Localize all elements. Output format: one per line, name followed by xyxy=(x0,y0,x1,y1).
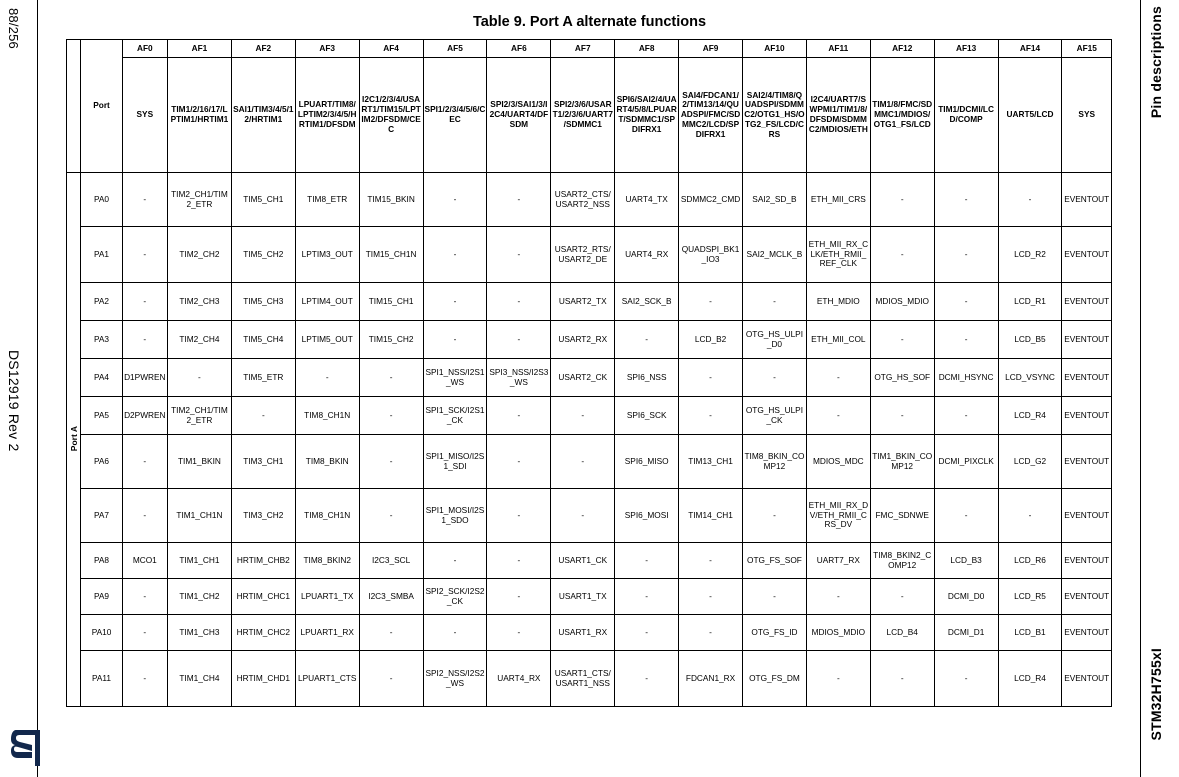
af-cell-pa11-af6: UART4_RX xyxy=(487,651,551,707)
af-cell-pa6-af10: TIM8_BKIN_COMP12 xyxy=(743,435,807,489)
af-cell-pa7-af5: SPI1_MOSI/I2S1_SDO xyxy=(423,489,487,543)
af-header-af9: AF9 xyxy=(679,40,743,58)
af-cell-pa9-af5: SPI2_SCK/I2S2_CK xyxy=(423,579,487,615)
af-cell-pa0-af1: TIM2_CH1/TIM2_ETR xyxy=(167,173,231,227)
port-spacer-cell xyxy=(67,40,81,173)
af-cell-pa9-af0: - xyxy=(122,579,167,615)
af-cell-pa0-af6: - xyxy=(487,173,551,227)
af-header-af5: AF5 xyxy=(423,40,487,58)
af-cell-pa6-af5: SPI1_MISO/I2S1_SDI xyxy=(423,435,487,489)
af-cell-pa8-af9: - xyxy=(679,543,743,579)
af-cell-pa1-af2: TIM5_CH2 xyxy=(231,227,295,283)
af-cell-pa0-af4: TIM15_BKIN xyxy=(359,173,423,227)
af-cell-pa3-af4: TIM15_CH2 xyxy=(359,321,423,359)
af-cell-pa4-af4: - xyxy=(359,359,423,397)
af-cell-pa1-af4: TIM15_CH1N xyxy=(359,227,423,283)
af-modules-af9: SAI4/FDCAN1/2/TIM13/14/QUADSPI/FMC/SDMMC2/LCD/SPDIFRX1 xyxy=(679,58,743,173)
table-row xyxy=(67,435,1112,489)
af-cell-pa6-af2: TIM3_CH1 xyxy=(231,435,295,489)
af-modules-af5: SPI1/2/3/4/5/6/CEC xyxy=(423,58,487,173)
af-cell-pa11-af13: - xyxy=(934,651,998,707)
af-cell-pa2-af15: EVENTOUT xyxy=(1062,283,1112,321)
af-cell-pa11-af3: LPUART1_CTS xyxy=(295,651,359,707)
af-modules-af3: LPUART/TIM8/LPTIM2/3/4/5/HRTIM1/DFSDM xyxy=(295,58,359,173)
af-cell-pa0-af0: - xyxy=(122,173,167,227)
table-row xyxy=(67,227,1112,283)
table-title: Table 9. Port A alternate functions xyxy=(472,14,707,30)
port-column-header: Port xyxy=(81,40,122,173)
af-cell-pa11-af14: LCD_R4 xyxy=(998,651,1062,707)
af-cell-pa6-af4: - xyxy=(359,435,423,489)
af-cell-pa9-af1: TIM1_CH2 xyxy=(167,579,231,615)
af-cell-pa7-af1: TIM1_CH1N xyxy=(167,489,231,543)
af-cell-pa7-af14: - xyxy=(998,489,1062,543)
af-cell-pa5-af9: - xyxy=(679,397,743,435)
af-cell-pa1-af6: - xyxy=(487,227,551,283)
af-cell-pa1-af1: TIM2_CH2 xyxy=(167,227,231,283)
af-cell-pa8-af4: I2C3_SCL xyxy=(359,543,423,579)
af-cell-pa2-af6: - xyxy=(487,283,551,321)
af-cell-pa2-af7: USART2_TX xyxy=(551,283,615,321)
af-cell-pa3-af9: LCD_B2 xyxy=(679,321,743,359)
pin-name-cell: PA11 xyxy=(81,651,122,707)
af-cell-pa7-af13: - xyxy=(934,489,998,543)
af-cell-pa3-af6: - xyxy=(487,321,551,359)
af-cell-pa11-af10: OTG_FS_DM xyxy=(743,651,807,707)
pin-name-cell: PA2 xyxy=(81,283,122,321)
af-cell-pa8-af3: TIM8_BKIN2 xyxy=(295,543,359,579)
af-modules-af0: SYS xyxy=(122,58,167,173)
af-cell-pa8-af14: LCD_R6 xyxy=(998,543,1062,579)
af-cell-pa8-af15: EVENTOUT xyxy=(1062,543,1112,579)
af-cell-pa0-af9: SDMMC2_CMD xyxy=(679,173,743,227)
af-cell-pa2-af14: LCD_R1 xyxy=(998,283,1062,321)
af-cell-pa2-af1: TIM2_CH3 xyxy=(167,283,231,321)
af-header-af11: AF11 xyxy=(806,40,870,58)
af-cell-pa4-af15: EVENTOUT xyxy=(1062,359,1112,397)
af-header-af15: AF15 xyxy=(1062,40,1112,58)
af-cell-pa0-af14: - xyxy=(998,173,1062,227)
af-cell-pa9-af6: - xyxy=(487,579,551,615)
af-cell-pa6-af6: - xyxy=(487,435,551,489)
af-cell-pa2-af12: MDIOS_MDIO xyxy=(870,283,934,321)
pin-name-cell: PA3 xyxy=(81,321,122,359)
af-cell-pa4-af10: - xyxy=(743,359,807,397)
af-cell-pa10-af5: - xyxy=(423,615,487,651)
af-cell-pa5-af3: TIM8_CH1N xyxy=(295,397,359,435)
af-header-af1: AF1 xyxy=(167,40,231,58)
af-cell-pa3-af11: ETH_MII_COL xyxy=(806,321,870,359)
pin-name-cell: PA6 xyxy=(81,435,122,489)
af-cell-pa9-af3: LPUART1_TX xyxy=(295,579,359,615)
af-cell-pa0-af13: - xyxy=(934,173,998,227)
af-cell-pa10-af0: - xyxy=(122,615,167,651)
af-cell-pa1-af8: UART4_RX xyxy=(615,227,679,283)
table-row xyxy=(67,321,1112,359)
af-cell-pa8-af10: OTG_FS_SOF xyxy=(743,543,807,579)
af-cell-pa7-af2: TIM3_CH2 xyxy=(231,489,295,543)
af-cell-pa3-af10: OTG_HS_ULPI_D0 xyxy=(743,321,807,359)
af-cell-pa6-af11: MDIOS_MDC xyxy=(806,435,870,489)
af-cell-pa1-af5: - xyxy=(423,227,487,283)
page-left-rule xyxy=(37,0,38,777)
af-cell-pa11-af9: FDCAN1_RX xyxy=(679,651,743,707)
af-cell-pa4-af6: SPI3_NSS/I2S3_WS xyxy=(487,359,551,397)
af-cell-pa8-af12: TIM8_BKIN2_COMP12 xyxy=(870,543,934,579)
af-cell-pa7-af15: EVENTOUT xyxy=(1062,489,1112,543)
port-group-label-text: Port A xyxy=(68,425,79,451)
af-cell-pa10-af13: DCMI_D1 xyxy=(934,615,998,651)
af-cell-pa6-af1: TIM1_BKIN xyxy=(167,435,231,489)
af-cell-pa1-af9: QUADSPI_BK1_IO3 xyxy=(679,227,743,283)
af-cell-pa2-af2: TIM5_CH3 xyxy=(231,283,295,321)
af-modules-af15: SYS xyxy=(1062,58,1112,173)
af-cell-pa6-af15: EVENTOUT xyxy=(1062,435,1112,489)
af-cell-pa0-af3: TIM8_ETR xyxy=(295,173,359,227)
af-cell-pa3-af5: - xyxy=(423,321,487,359)
af-cell-pa5-af8: SPI6_SCK xyxy=(615,397,679,435)
af-cell-pa8-af13: LCD_B3 xyxy=(934,543,998,579)
af-cell-pa5-af7: - xyxy=(551,397,615,435)
af-modules-af13: TIM1/DCMI/LCD/COMP xyxy=(934,58,998,173)
table-row xyxy=(67,359,1112,397)
af-cell-pa1-af12: - xyxy=(870,227,934,283)
pin-name-cell: PA0 xyxy=(81,173,122,227)
af-modules-af11: I2C4/UART7/SWPMI1/TIM1/8/DFSDM/SDMMC2/MDIOS/ETH xyxy=(806,58,870,173)
af-cell-pa1-af10: SAI2_MCLK_B xyxy=(743,227,807,283)
af-header-af0: AF0 xyxy=(122,40,167,58)
af-cell-pa2-af9: - xyxy=(679,283,743,321)
af-cell-pa8-af8: - xyxy=(615,543,679,579)
af-modules-af6: SPI2/3/SAI1/3/I2C4/UART4/DFSDM xyxy=(487,58,551,173)
af-cell-pa9-af10: - xyxy=(743,579,807,615)
af-cell-pa10-af7: USART1_RX xyxy=(551,615,615,651)
af-cell-pa5-af14: LCD_R4 xyxy=(998,397,1062,435)
af-cell-pa5-af5: SPI1_SCK/I2S1_CK xyxy=(423,397,487,435)
af-cell-pa3-af8: - xyxy=(615,321,679,359)
af-cell-pa4-af11: - xyxy=(806,359,870,397)
af-header-af7: AF7 xyxy=(551,40,615,58)
af-cell-pa7-af11: ETH_MII_RX_DV/ETH_RMII_CRS_DV xyxy=(806,489,870,543)
af-cell-pa8-af5: - xyxy=(423,543,487,579)
af-cell-pa4-af7: USART2_CK xyxy=(551,359,615,397)
af-cell-pa7-af6: - xyxy=(487,489,551,543)
af-cell-pa1-af14: LCD_R2 xyxy=(998,227,1062,283)
af-cell-pa9-af13: DCMI_D0 xyxy=(934,579,998,615)
af-header-af3: AF3 xyxy=(295,40,359,58)
af-cell-pa6-af8: SPI6_MISO xyxy=(615,435,679,489)
af-modules-af14: UART5/LCD xyxy=(998,58,1062,173)
af-header-af6: AF6 xyxy=(487,40,551,58)
af-cell-pa3-af0: - xyxy=(122,321,167,359)
af-cell-pa4-af14: LCD_VSYNC xyxy=(998,359,1062,397)
af-cell-pa10-af12: LCD_B4 xyxy=(870,615,934,651)
af-cell-pa5-af10: OTG_HS_ULPI_CK xyxy=(743,397,807,435)
af-cell-pa3-af1: TIM2_CH4 xyxy=(167,321,231,359)
af-modules-af4: I2C1/2/3/4/USART1/TIM15/LPTIM2/DFSDM/CEC xyxy=(359,58,423,173)
af-cell-pa4-af8: SPI6_NSS xyxy=(615,359,679,397)
af-header-af4: AF4 xyxy=(359,40,423,58)
af-cell-pa1-af3: LPTIM3_OUT xyxy=(295,227,359,283)
af-cell-pa0-af2: TIM5_CH1 xyxy=(231,173,295,227)
af-cell-pa4-af3: - xyxy=(295,359,359,397)
af-header-af12: AF12 xyxy=(870,40,934,58)
af-cell-pa8-af1: TIM1_CH1 xyxy=(167,543,231,579)
af-cell-pa11-af2: HRTIM_CHD1 xyxy=(231,651,295,707)
af-cell-pa5-af11: - xyxy=(806,397,870,435)
af-cell-pa11-af4: - xyxy=(359,651,423,707)
af-cell-pa10-af10: OTG_FS_ID xyxy=(743,615,807,651)
af-cell-pa4-af13: DCMI_HSYNC xyxy=(934,359,998,397)
af-cell-pa0-af8: UART4_TX xyxy=(615,173,679,227)
af-cell-pa7-af8: SPI6_MOSI xyxy=(615,489,679,543)
af-cell-pa2-af0: - xyxy=(122,283,167,321)
port-a-alternate-functions-table xyxy=(66,39,1112,707)
table-row xyxy=(67,283,1112,321)
af-cell-pa10-af15: EVENTOUT xyxy=(1062,615,1112,651)
af-cell-pa2-af4: TIM15_CH1 xyxy=(359,283,423,321)
table-row xyxy=(67,489,1112,543)
af-cell-pa10-af8: - xyxy=(615,615,679,651)
af-cell-pa0-af5: - xyxy=(423,173,487,227)
af-cell-pa2-af11: ETH_MDIO xyxy=(806,283,870,321)
af-cell-pa9-af14: LCD_R5 xyxy=(998,579,1062,615)
af-cell-pa2-af10: - xyxy=(743,283,807,321)
af-cell-pa11-af1: TIM1_CH4 xyxy=(167,651,231,707)
af-header-af8: AF8 xyxy=(615,40,679,58)
af-cell-pa4-af2: TIM5_ETR xyxy=(231,359,295,397)
af-number-header-row xyxy=(67,40,1112,58)
af-cell-pa7-af12: FMC_SDNWE xyxy=(870,489,934,543)
pin-name-cell: PA7 xyxy=(81,489,122,543)
af-cell-pa6-af13: DCMI_PIXCLK xyxy=(934,435,998,489)
af-cell-pa9-af15: EVENTOUT xyxy=(1062,579,1112,615)
af-cell-pa11-af7: USART1_CTS/USART1_NSS xyxy=(551,651,615,707)
table-row xyxy=(67,579,1112,615)
af-cell-pa11-af15: EVENTOUT xyxy=(1062,651,1112,707)
af-cell-pa10-af9: - xyxy=(679,615,743,651)
af-header-af10: AF10 xyxy=(743,40,807,58)
af-cell-pa6-af12: TIM1_BKIN_COMP12 xyxy=(870,435,934,489)
port-group-label xyxy=(67,173,81,707)
af-cell-pa2-af5: - xyxy=(423,283,487,321)
af-cell-pa3-af7: USART2_RX xyxy=(551,321,615,359)
af-cell-pa5-af1: TIM2_CH1/TIM2_ETR xyxy=(167,397,231,435)
page-right-rule xyxy=(1140,0,1141,777)
af-cell-pa3-af12: - xyxy=(870,321,934,359)
af-modules-af7: SPI2/3/6/USART1/2/3/6/UART7/SDMMC1 xyxy=(551,58,615,173)
af-cell-pa3-af14: LCD_B5 xyxy=(998,321,1062,359)
af-cell-pa10-af14: LCD_B1 xyxy=(998,615,1062,651)
af-cell-pa10-af1: TIM1_CH3 xyxy=(167,615,231,651)
af-cell-pa6-af9: TIM13_CH1 xyxy=(679,435,743,489)
af-cell-pa4-af1: - xyxy=(167,359,231,397)
table-row xyxy=(67,543,1112,579)
af-modules-af10: SAI2/4/TIM8/QUADSPI/SDMMC2/OTG1_HS/OTG2_FS/LCD/CRS xyxy=(743,58,807,173)
af-cell-pa11-af12: - xyxy=(870,651,934,707)
pin-name-cell: PA10 xyxy=(81,615,122,651)
af-cell-pa6-af3: TIM8_BKIN xyxy=(295,435,359,489)
pin-name-cell: PA9 xyxy=(81,579,122,615)
af-cell-pa7-af4: - xyxy=(359,489,423,543)
af-cell-pa8-af0: MCO1 xyxy=(122,543,167,579)
af-cell-pa5-af0: D2PWREN xyxy=(122,397,167,435)
af-cell-pa0-af7: USART2_CTS/USART2_NSS xyxy=(551,173,615,227)
af-cell-pa7-af0: - xyxy=(122,489,167,543)
af-cell-pa9-af8: - xyxy=(615,579,679,615)
table-header xyxy=(67,40,1112,173)
table-row xyxy=(67,651,1112,707)
af-module-header-row xyxy=(67,58,1112,173)
af-cell-pa6-af7: - xyxy=(551,435,615,489)
af-cell-pa3-af2: TIM5_CH4 xyxy=(231,321,295,359)
table-body xyxy=(67,173,1112,707)
af-cell-pa3-af3: LPTIM5_OUT xyxy=(295,321,359,359)
af-modules-af12: TIM1/8/FMC/SDMMC1/MDIOS/OTG1_FS/LCD xyxy=(870,58,934,173)
af-cell-pa4-af12: OTG_HS_SOF xyxy=(870,359,934,397)
pin-name-cell: PA5 xyxy=(81,397,122,435)
af-cell-pa0-af15: EVENTOUT xyxy=(1062,173,1112,227)
af-cell-pa5-af6: - xyxy=(487,397,551,435)
af-cell-pa8-af2: HRTIM_CHB2 xyxy=(231,543,295,579)
af-cell-pa3-af13: - xyxy=(934,321,998,359)
af-cell-pa8-af11: UART7_RX xyxy=(806,543,870,579)
af-cell-pa5-af12: - xyxy=(870,397,934,435)
af-header-af13: AF13 xyxy=(934,40,998,58)
table-row xyxy=(67,397,1112,435)
af-cell-pa5-af15: EVENTOUT xyxy=(1062,397,1112,435)
af-cell-pa1-af0: - xyxy=(122,227,167,283)
af-cell-pa1-af11: ETH_MII_RX_CLK/ETH_RMII_REF_CLK xyxy=(806,227,870,283)
af-cell-pa2-af13: - xyxy=(934,283,998,321)
af-modules-af2: SAI1/TIM3/4/5/12/HRTIM1 xyxy=(231,58,295,173)
af-cell-pa11-af5: SPI2_NSS/I2S2_WS xyxy=(423,651,487,707)
af-cell-pa0-af11: ETH_MII_CRS xyxy=(806,173,870,227)
af-cell-pa4-af5: SPI1_NSS/I2S1_WS xyxy=(423,359,487,397)
af-cell-pa7-af9: TIM14_CH1 xyxy=(679,489,743,543)
af-cell-pa6-af14: LCD_G2 xyxy=(998,435,1062,489)
af-cell-pa1-af15: EVENTOUT xyxy=(1062,227,1112,283)
af-cell-pa10-af2: HRTIM_CHC2 xyxy=(231,615,295,651)
af-cell-pa2-af8: SAI2_SCK_B xyxy=(615,283,679,321)
af-cell-pa8-af7: USART1_CK xyxy=(551,543,615,579)
af-cell-pa9-af12: - xyxy=(870,579,934,615)
af-cell-pa5-af2: - xyxy=(231,397,295,435)
af-cell-pa1-af13: - xyxy=(934,227,998,283)
af-cell-pa9-af11: - xyxy=(806,579,870,615)
part-number: STM32H755xI xyxy=(1148,648,1164,741)
page-number: 88/256 xyxy=(6,8,21,49)
af-header-af2: AF2 xyxy=(231,40,295,58)
af-cell-pa3-af15: EVENTOUT xyxy=(1062,321,1112,359)
af-header-af14: AF14 xyxy=(998,40,1062,58)
af-modules-af1: TIM1/2/16/17/LPTIM1/HRTIM1 xyxy=(167,58,231,173)
table-row xyxy=(67,173,1112,227)
af-cell-pa7-af10: - xyxy=(743,489,807,543)
af-cell-pa9-af7: USART1_TX xyxy=(551,579,615,615)
af-cell-pa0-af10: SAI2_SD_B xyxy=(743,173,807,227)
af-cell-pa9-af2: HRTIM_CHC1 xyxy=(231,579,295,615)
pin-name-cell: PA8 xyxy=(81,543,122,579)
af-cell-pa2-af3: LPTIM4_OUT xyxy=(295,283,359,321)
section-header: Pin descriptions xyxy=(1148,6,1164,119)
af-cell-pa10-af6: - xyxy=(487,615,551,651)
af-cell-pa0-af12: - xyxy=(870,173,934,227)
af-cell-pa5-af4: - xyxy=(359,397,423,435)
af-cell-pa10-af3: LPUART1_RX xyxy=(295,615,359,651)
af-cell-pa1-af7: USART2_RTS/USART2_DE xyxy=(551,227,615,283)
af-cell-pa7-af7: - xyxy=(551,489,615,543)
st-logo-icon xyxy=(6,726,50,770)
af-cell-pa11-af11: - xyxy=(806,651,870,707)
af-cell-pa5-af13: - xyxy=(934,397,998,435)
af-cell-pa4-af0: D1PWREN xyxy=(122,359,167,397)
af-modules-af8: SPI6/SAI2/4/UART4/5/8/LPUART/SDMMC1/SPDIFRX1 xyxy=(615,58,679,173)
af-cell-pa9-af4: I2C3_SMBA xyxy=(359,579,423,615)
pin-name-cell: PA4 xyxy=(81,359,122,397)
af-cell-pa4-af9: - xyxy=(679,359,743,397)
af-cell-pa10-af4: - xyxy=(359,615,423,651)
af-cell-pa11-af0: - xyxy=(122,651,167,707)
af-cell-pa11-af8: - xyxy=(615,651,679,707)
af-cell-pa9-af9: - xyxy=(679,579,743,615)
af-cell-pa6-af0: - xyxy=(122,435,167,489)
document-reference: DS12919 Rev 2 xyxy=(6,350,22,452)
af-cell-pa10-af11: MDIOS_MDIO xyxy=(806,615,870,651)
table-row xyxy=(67,615,1112,651)
pin-name-cell: PA1 xyxy=(81,227,122,283)
af-cell-pa8-af6: - xyxy=(487,543,551,579)
af-cell-pa7-af3: TIM8_CH1N xyxy=(295,489,359,543)
